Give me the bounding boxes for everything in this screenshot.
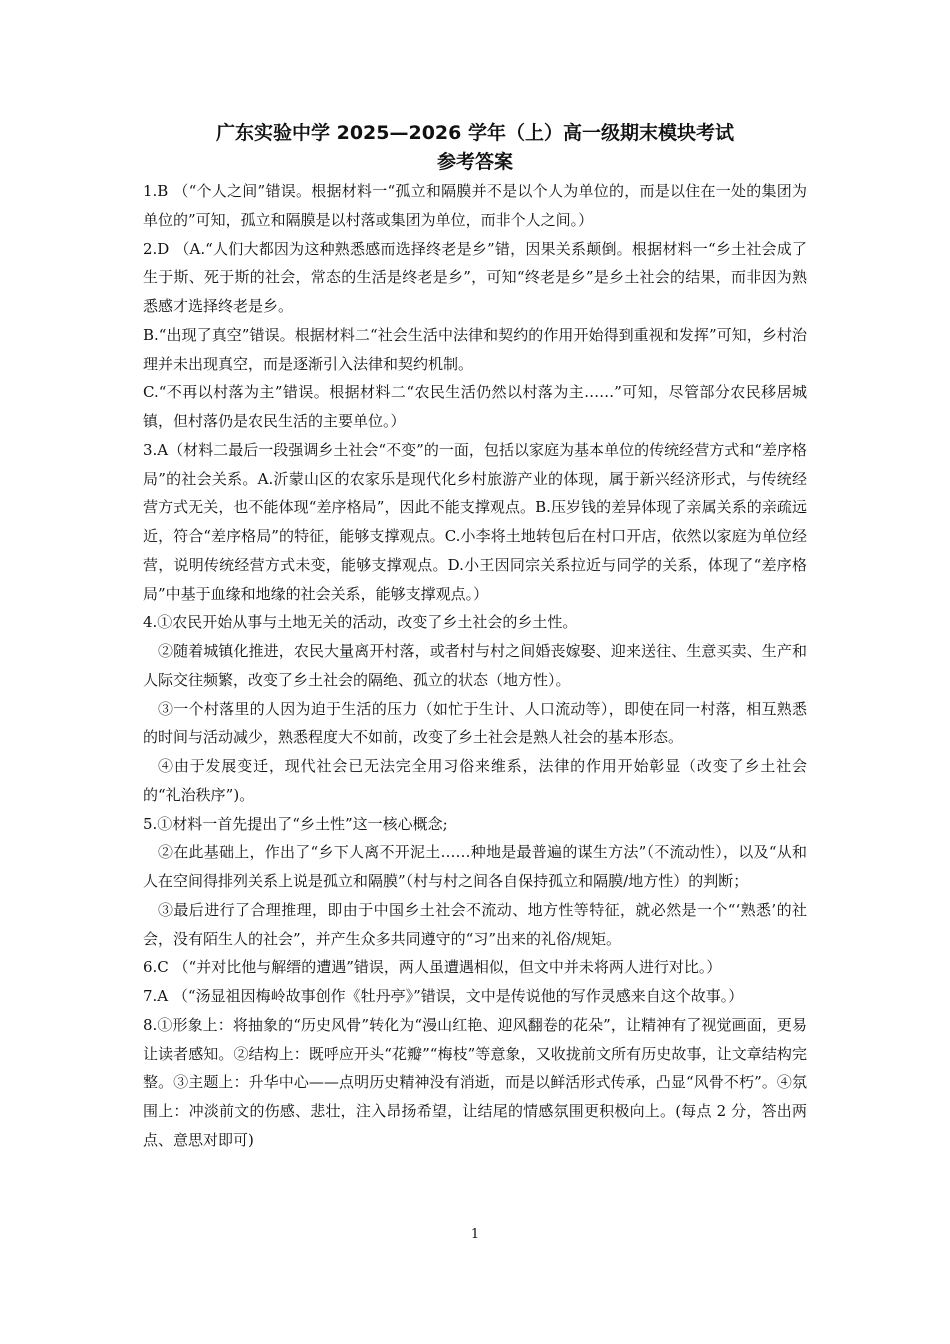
answer-paragraph: 7.A （“汤显祖因梅岭故事创作《牡丹亭》”错误，文中是传说他的写作灵感来自这个故事。） (143, 987, 744, 1005)
answer-paragraph: 4.①农民开始从事与土地无关的活动，改变了乡土社会的乡土性。 (143, 613, 578, 632)
answer-body (143, 177, 807, 1155)
answer-paragraph: 5.①材料一首先提出了“乡土性”这一核心概念; (143, 814, 448, 833)
answer-key-heading: 参考答案 (436, 151, 513, 173)
answer-paragraph: ③最后进行了合理推理，即由于中国乡土社会不流动、地方性等特征，就必然是一个“‘熟悉’的社会，没有陌生人的社会”，并产生众多共同遵守的“习”出来的礼俗/规矩。 (143, 900, 807, 948)
answer-paragraph: ②随着城镇化推进，农民大量离开村落，或者村与村之间婚丧嫁娶、迎来送往、生意买卖、生产和人际交往频繁，改变了乡土社会的隔绝、孤立的状态（地方性）。 (143, 642, 807, 689)
answer-paragraph: 8.①形象上：将抽象的“历史风骨”转化为“漫山红艳、迎风翻卷的花朵”，让精神有了视觉画面，更易让读者感知。②结构上：既呼应开头“花瓣”“梅枝”等意象，又收拢前文所有历史故事，让文章结构完整。③主题上：升华中心——点明历史精神没有消逝，而是以鲜活形式传承，凸显“风骨不朽”。④氛围上：冲淡前文的伤感、悲壮，注入昂扬希望，让结尾的情感氛围更积极向上。(每点 2 分，答出两点、意思对即可) (143, 1015, 807, 1149)
answer-paragraph: 1.B （“个人之间”错误。根据材料一“孤立和隔膜并不是以个人为单位的，而是以住在一处的集团为单位的”可知，孤立和隔膜是以村落或集团为单位，而非个人之间。） (143, 182, 807, 229)
answer-paragraph: ②在此基础上，作出了“乡下人离不开泥土……种地是最普遍的谋生方法”（不流动性），以及“从和人在空间得排列关系上说是孤立和隔膜”（村与村之间各自保持孤立和隔膜/地方性）的判断； (143, 843, 807, 890)
page-number: 1 (470, 1227, 480, 1242)
answer-paragraph: ④由于发展变迁，现代社会已无法完全用习俗来维系，法律的作用开始彰显（改变了乡土社会的“礼治秩序”)。 (143, 757, 807, 804)
answer-paragraph: B.“出现了真空”错误。根据材料二“社会生活中法律和契约的作用开始得到重视和发挥”可知，乡村治理并未出现真空，而是逐渐引入法律和契约机制。 (143, 325, 807, 373)
answer-paragraph: C.“不再以村落为主”错误。根据材料二“农民生活仍然以村落为主……”可知，尽管部分农民移居城镇，但村落仍是农民生活的主要单位。） (143, 383, 807, 430)
exam-title: 广东实验中学 2025—2026 学年（上）高一级期末模块考试 (216, 122, 734, 144)
answer-paragraph: 2.D （A.“人们大都因为这种熟悉感而选择终老是乡”错，因果关系颠倒。根据材料一“乡土社会成了生于斯、死于斯的社会，常态的生活是终老是乡”，可知“终老是乡”是乡土社会的结果，而非因为熟悉感才选择终老是乡。 (143, 239, 807, 315)
answer-paragraph: ③一个村落里的人因为迫于生活的压力（如忙于生计、人口流动等），即使在同一村落，相互熟悉的时间与活动减少，熟悉程度大不如前，改变了乡土社会是熟人社会的基本形态。 (143, 699, 807, 747)
answer-paragraph: 3.A（材料二最后一段强调乡土社会“不变”的一面，包括以家庭为基本单位的传统经营方式和“差序格局”的社会关系。A.沂蒙山区的农家乐是现代化乡村旅游产业的体现，属于新兴经济形式，与传统经营方式无关，也不能体现“差序格局”，因此不能支撑观点。B.压岁钱的差异体现了亲属关系的亲疏远近，符合“差序格局”的特征，能够支撑观点。C.小李将土地转包后在村口开店，依然以家庭为单位经营，说明传统经营方式未变，能够支撑观点。D.小王因同宗关系拉近与同学的关系，体现了“差序格局”中基于血缘和地缘的社会关系，能够支撑观点。） (143, 440, 807, 603)
answer-paragraph: 6.C （“并对比他与解缙的遭遇”错误，两人虽遭遇相似，但文中并未将两人进行对比。） (143, 958, 722, 977)
